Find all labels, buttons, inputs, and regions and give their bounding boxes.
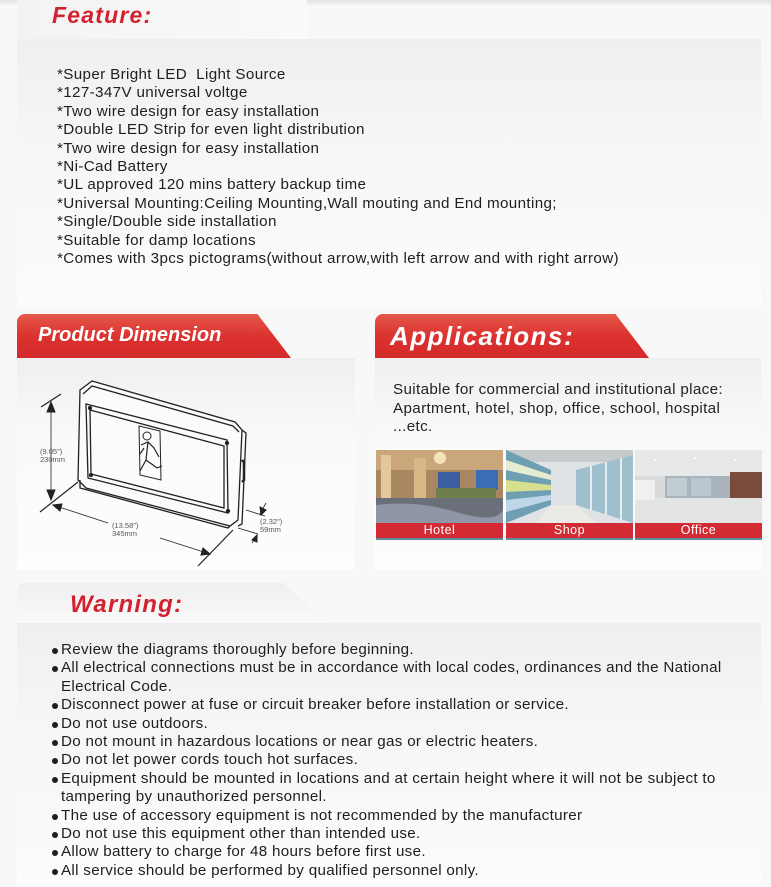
warning-item: Disconnect power at fuse or circuit breaker before installation or service. bbox=[52, 696, 752, 714]
height-mm: 230mm bbox=[40, 455, 66, 464]
width-inches: (13.58") bbox=[112, 521, 139, 530]
hotel-caption: Hotel bbox=[376, 523, 503, 538]
applications-title: Applications: bbox=[390, 321, 575, 351]
office-photo bbox=[635, 450, 762, 523]
feature-item: *Super Bright LED Light Source bbox=[57, 66, 286, 83]
warning-item: Do not mount in hazardous locations or near gas or electric heaters. bbox=[52, 733, 752, 751]
warning-item: All electrical connections must be in accordance with local codes, ordinances and the National Electrical Code. bbox=[52, 659, 752, 696]
caption-underline bbox=[506, 538, 633, 540]
feature-item: *Two wire design for easy installation bbox=[57, 139, 320, 157]
feature-item: *Ni-Cad Battery bbox=[57, 158, 168, 176]
product-dimension-tab bbox=[17, 314, 297, 358]
feature-item: *Universal Mounting:Ceiling Mounting,Wall mouting and End mounting; bbox=[57, 194, 557, 212]
application-card-office bbox=[635, 450, 762, 540]
hotel-photo bbox=[376, 450, 503, 523]
feature-item: *Double LED Strip for even light distribution bbox=[57, 121, 365, 139]
feature-item: *Single/Double side installation bbox=[57, 213, 277, 231]
applications-description-line: Suitable for commercial and institutional place: bbox=[393, 381, 723, 398]
warning-item: Do not use this equipment other than intended use. bbox=[52, 825, 752, 843]
feature-item: *Comes with 3pcs pictograms(without arrow,with left arrow and with right arrow) bbox=[57, 250, 619, 268]
exit-sign-drawing bbox=[78, 381, 246, 528]
shop-caption: Shop bbox=[506, 523, 633, 538]
width-mm: 345mm bbox=[112, 529, 138, 538]
warning-item: Allow battery to charge for 48 hours before first use. bbox=[52, 843, 752, 861]
warning-item: All service should be performed by qualified personnel only. bbox=[52, 862, 752, 880]
warning-item: Review the diagrams thoroughly before beginning. bbox=[52, 641, 752, 659]
applications-description-line: Apartment, hotel, shop, office, school, hospital bbox=[393, 399, 721, 417]
tab-slant bbox=[249, 314, 291, 358]
feature-item: *Two wire design for easy installation bbox=[57, 102, 320, 120]
applications-tab bbox=[375, 314, 655, 358]
shop-photo bbox=[506, 450, 633, 523]
warning-item: The use of accessory equipment is not recommended by the manufacturer bbox=[52, 807, 752, 825]
tab-slant bbox=[607, 314, 649, 358]
feature-list bbox=[57, 66, 619, 268]
warning-item: Do not use outdoors. bbox=[52, 715, 752, 733]
warning-item: Equipment should be mounted in locations and at certain height where it will not be subject to tampering by unauthorized personnel. bbox=[52, 770, 752, 807]
height-inches: (9.05") bbox=[40, 447, 63, 456]
depth-inches: (2.32") bbox=[260, 517, 283, 526]
applications-description-line: ...etc. bbox=[393, 418, 433, 435]
applications-description bbox=[393, 381, 763, 437]
feature-item: *UL approved 120 mins battery backup time bbox=[57, 176, 367, 194]
product-dimension-title: Product Dimension bbox=[38, 324, 222, 346]
application-card-shop bbox=[506, 450, 633, 540]
warning-item: Do not let power cords touch hot surfaces. bbox=[52, 751, 752, 769]
feature-item: *127-347V universal voltge bbox=[57, 84, 248, 102]
feature-title: Feature: bbox=[52, 2, 153, 28]
warning-list bbox=[52, 641, 752, 880]
depth-mm: 59mm bbox=[260, 525, 281, 534]
warning-title: Warning: bbox=[70, 591, 184, 618]
caption-underline bbox=[635, 538, 762, 540]
caption-underline bbox=[376, 538, 503, 540]
feature-item: *Suitable for damp locations bbox=[57, 231, 256, 249]
product-dimension-drawing bbox=[20, 370, 320, 570]
office-caption: Office bbox=[635, 523, 762, 538]
application-card-hotel bbox=[376, 450, 503, 540]
